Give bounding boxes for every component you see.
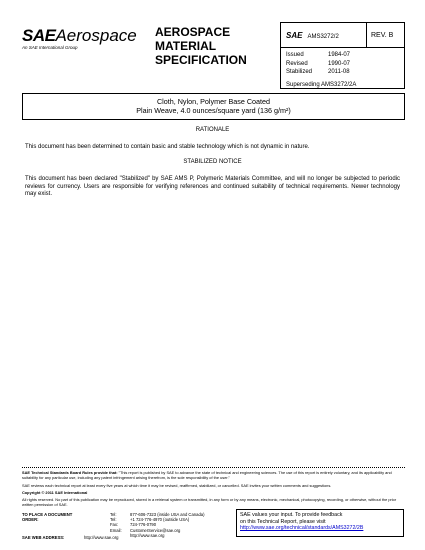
date-label: Issued (286, 52, 304, 58)
title-line: SPECIFICATION (155, 53, 247, 67)
sae-web-address (22, 535, 118, 540)
date-value: 2011-08 (328, 69, 350, 76)
date-label: Stabilized (286, 69, 313, 76)
contact-key: Fax: (110, 522, 119, 528)
subject-line: Cloth, Nylon, Polymer Base Coated (156, 97, 271, 106)
contact-value: 877-606-7323 (inside USA and Canada) (130, 512, 205, 517)
policy-text: "This report is published by SAE to advance the state of technical and engineering sciences. The use of this report is entirely voluntary, and its applicability and suitability for any particular use, including any patent infringement arising therefrom, is the sole responsibility of the user." (22, 470, 392, 481)
document-type-title (155, 25, 270, 67)
document-number (286, 31, 339, 40)
title-line: AEROSPACE (155, 25, 231, 39)
footer-divider (22, 467, 405, 468)
logo-sae: SAE (22, 26, 56, 45)
date-value: 1990-07 (328, 60, 351, 67)
subject-box (22, 93, 405, 120)
date-row-issued (286, 51, 350, 60)
contact-value: 724-776-0790 (130, 522, 157, 528)
title-line: MATERIAL (155, 39, 217, 53)
document-dates (286, 51, 350, 77)
review-statement: SAE reviews each technical report at least every five years at which time it may be revised, reaffirmed, stabilized, or cancelled. SAE invites your written comments and suggestions. (22, 483, 332, 488)
logo-tagline: An SAE International Group (22, 45, 78, 50)
date-row-stabilized (286, 68, 350, 77)
contact-email-link[interactable]: CustomerService@sae.org (130, 527, 181, 533)
contact-web-link[interactable]: http://www.sae.org (130, 532, 165, 538)
stabilized-heading: STABILIZED NOTICE (183, 159, 242, 165)
contact-value: +1 724-776-4970 (outside USA) (130, 517, 190, 523)
policy-label: SAE Technical Standards Board Rules provide that: (22, 470, 118, 475)
order-label: TO PLACE A DOCUMENT ORDER: (22, 512, 73, 523)
copyright-text: Copyright © 2011 SAE International (22, 490, 88, 495)
subject-line: Plain Weave, 4.0 ounces/square yard (136 g/m²) (136, 106, 291, 115)
order-label-block (22, 512, 84, 522)
sae-aerospace-logo (22, 26, 137, 50)
rationale-text: This document has been determined to contain basic and stable technology which is not dynamic in nature. (25, 144, 310, 150)
logo-wordmark (22, 26, 137, 45)
date-row-revised (286, 60, 350, 69)
contact-row (110, 533, 205, 538)
doc-number: AMS3272/2 (307, 34, 339, 40)
order-contacts (110, 512, 205, 538)
superseding-note: Superseding AMS3272/2A (286, 82, 357, 88)
date-label: Revised (286, 60, 308, 67)
revision-label: REV. B (371, 32, 394, 39)
feedback-line: on this Technical Report, please visit (240, 518, 326, 525)
rights-statement: All rights reserved. No part of this publication may be reproduced, stored in a retrieval system or transmitted, in any form or by any means, electronic, mechanical, photocopying, recording, or otherwise, without the prior written permission of SAE. (22, 497, 397, 508)
stabilized-text: This document has been declared "Stabilized" by SAE AMS P, Polymeric Materials Committee, and will no longer be subjected to periodic reviews for currency. Users are responsible for verifying references and continued suitability of technical requirements. Newer technology may exist. (25, 176, 400, 198)
date-value: 1984-07 (328, 52, 351, 58)
contact-key: Email: (110, 527, 122, 533)
rationale-heading: RATIONALE (195, 127, 230, 133)
doc-prefix: SAE (286, 31, 303, 40)
web-address-link[interactable]: http://www.sae.org (84, 535, 119, 540)
contact-key: Tel: (110, 517, 117, 523)
feedback-box (236, 509, 404, 537)
policy-statement (22, 470, 405, 480)
web-address-label: SAE WEB ADDRESS: (22, 535, 65, 540)
subject-text (23, 94, 404, 115)
logo-aerospace: Aerospace (55, 26, 137, 45)
copyright-line (22, 490, 405, 495)
feedback-link[interactable]: http://www.sae.org/technical/standards/AMS3272/2B (240, 525, 364, 532)
contact-key: Tel: (110, 512, 117, 517)
feedback-line: SAE values your input. To provide feedback (240, 512, 343, 518)
